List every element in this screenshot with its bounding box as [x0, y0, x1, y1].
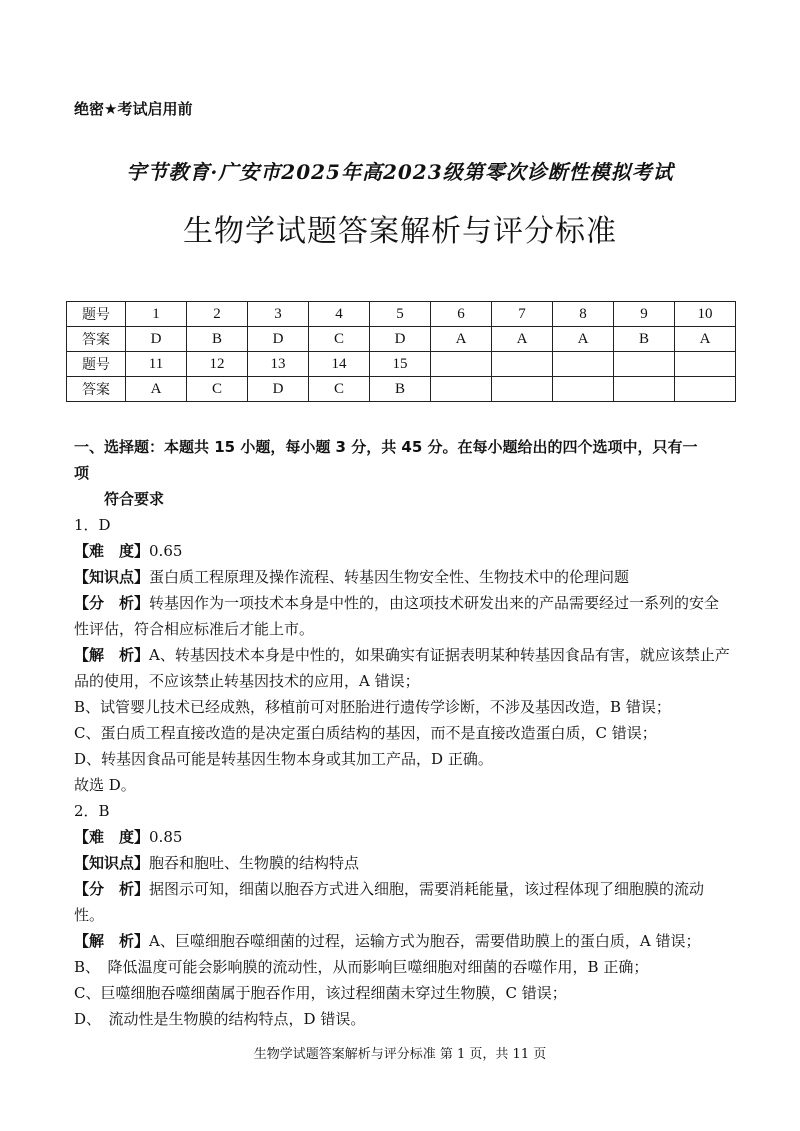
question-number: 7	[492, 302, 553, 327]
question-number: 4	[309, 302, 370, 327]
knowledge-point-line	[74, 850, 734, 876]
question-number: 10	[675, 302, 736, 327]
difficulty-tag: 【难 度】	[74, 542, 150, 560]
question-number: 12	[187, 352, 248, 377]
section-heading-cont: 项	[74, 464, 90, 482]
analysis-text: 转基因作为一项技术本身是中性的，由这项技术研发出来的产品需要经过一系列的安全性评估，符合相应标准后才能上市。	[74, 594, 720, 638]
answer-cell: A	[492, 327, 553, 352]
difficulty-value: 0.85	[149, 828, 183, 846]
question-number: 2	[187, 302, 248, 327]
answer-row	[67, 377, 736, 402]
explanation-option-a: A、转基因技术本身是中性的，如果确实有证据表明某种转基因食品有害，就应该禁止产品的使用，不应该禁止转基因技术的应用，A 错误；	[74, 646, 730, 690]
answer-cell: A	[126, 377, 187, 402]
question-2-answer: 2．B	[74, 802, 110, 820]
knowledge-point-line	[74, 564, 734, 590]
empty-cell	[553, 352, 614, 377]
document-title: 生物学试题答案解析与评分标准	[183, 214, 617, 249]
question-number: 13	[248, 352, 309, 377]
page-footer: 生物学试题答案解析与评分标准 第 1 页，共 11 页	[253, 1047, 547, 1062]
empty-cell	[431, 352, 492, 377]
question-number: 6	[431, 302, 492, 327]
section-heading: 一、选择题：本题共 15 小题，每小题 3 分，共 45 分。在每小题给出的四个选项中，只有一	[74, 438, 698, 456]
difficulty-line	[74, 538, 734, 564]
difficulty-value: 0.65	[149, 542, 183, 560]
row-label: 题号	[67, 352, 126, 377]
knowledge-point-text: 胞吞和胞吐、生物膜的结构特点	[149, 854, 360, 872]
answer-cell: C	[309, 377, 370, 402]
answer-cell: C	[309, 327, 370, 352]
explanation-option-c: C、巨噬细胞吞噬细菌属于胞吞作用，该过程细菌未穿过生物膜，C 错误；	[74, 984, 567, 1002]
question-number: 3	[248, 302, 309, 327]
answer-cell: A	[431, 327, 492, 352]
answer-cell: A	[553, 327, 614, 352]
answer-cell: D	[248, 377, 309, 402]
empty-cell	[614, 352, 675, 377]
row-label: 答案	[67, 377, 126, 402]
answer-cell: D	[370, 327, 431, 352]
answer-cell: D	[248, 327, 309, 352]
difficulty-line	[74, 824, 734, 850]
explanation-option-d: D、 流动性是生物膜的结构特点，D 错误。	[74, 1010, 366, 1028]
empty-cell	[553, 377, 614, 402]
analysis-tag: 【分 析】	[74, 880, 150, 898]
explanation-option-b: B、试管婴儿技术已经成熟，移植前可对胚胎进行遗传学诊断，不涉及基因改造，B 错误；	[74, 698, 671, 716]
knowledge-point-tag: 【知识点】	[74, 568, 150, 586]
explanation-option-a: A、巨噬细胞吞噬细菌的过程，运输方式为胞吞，需要借助膜上的蛋白质，A 错误；	[149, 932, 701, 950]
row-label: 答案	[67, 327, 126, 352]
answer-row	[67, 327, 736, 352]
explanation-line	[74, 642, 734, 694]
question-number: 11	[126, 352, 187, 377]
section-requirement: 符合要求	[104, 490, 165, 508]
question-1-answer: 1．D	[74, 516, 111, 534]
analysis-line	[74, 590, 734, 642]
confidential-label: 绝密★考试启用前	[74, 100, 193, 118]
explanation-line	[74, 928, 734, 954]
knowledge-point-tag: 【知识点】	[74, 854, 150, 872]
answer-cell: B	[614, 327, 675, 352]
row-label: 题号	[67, 302, 126, 327]
final-choice: 故选 D。	[74, 776, 136, 794]
question-row	[67, 302, 736, 327]
solution-body	[74, 434, 734, 1032]
question-number: 14	[309, 352, 370, 377]
empty-cell	[675, 377, 736, 402]
answer-cell: C	[187, 377, 248, 402]
question-row	[67, 352, 736, 377]
explanation-option-c: C、蛋白质工程直接改造的是决定蛋白质结构的基因，而不是直接改造蛋白质，C 错误；	[74, 724, 657, 742]
analysis-tag: 【分 析】	[74, 594, 150, 612]
answer-cell: A	[675, 327, 736, 352]
empty-cell	[431, 377, 492, 402]
analysis-text: 据图示可知，细菌以胞吞方式进入细胞，需要消耗能量，该过程体现了细胞膜的流动性。	[74, 880, 705, 924]
analysis-line	[74, 876, 734, 928]
empty-cell	[614, 377, 675, 402]
answer-cell: B	[187, 327, 248, 352]
answer-cell: B	[370, 377, 431, 402]
question-number: 9	[614, 302, 675, 327]
explanation-tag: 【解 析】	[74, 646, 150, 664]
empty-cell	[492, 352, 553, 377]
question-number: 1	[126, 302, 187, 327]
knowledge-point-text: 蛋白质工程原理及操作流程、转基因生物安全性、生物技术中的伦理问题	[149, 568, 630, 586]
empty-cell	[492, 377, 553, 402]
question-number: 8	[553, 302, 614, 327]
explanation-option-b: B、 降低温度可能会影响膜的流动性，从而影响巨噬细胞对细菌的吞噬作用，B 正确；	[74, 958, 649, 976]
exam-title: 宇节教育·广安市2025年高2023级第零次诊断性模拟考试	[126, 160, 674, 184]
explanation-option-d: D、转基因食品可能是转基因生物本身或其加工产品，D 正确。	[74, 750, 493, 768]
question-number: 5	[370, 302, 431, 327]
explanation-tag: 【解 析】	[74, 932, 150, 950]
question-number: 15	[370, 352, 431, 377]
empty-cell	[675, 352, 736, 377]
answer-cell: D	[126, 327, 187, 352]
answer-table	[66, 301, 736, 402]
difficulty-tag: 【难 度】	[74, 828, 150, 846]
